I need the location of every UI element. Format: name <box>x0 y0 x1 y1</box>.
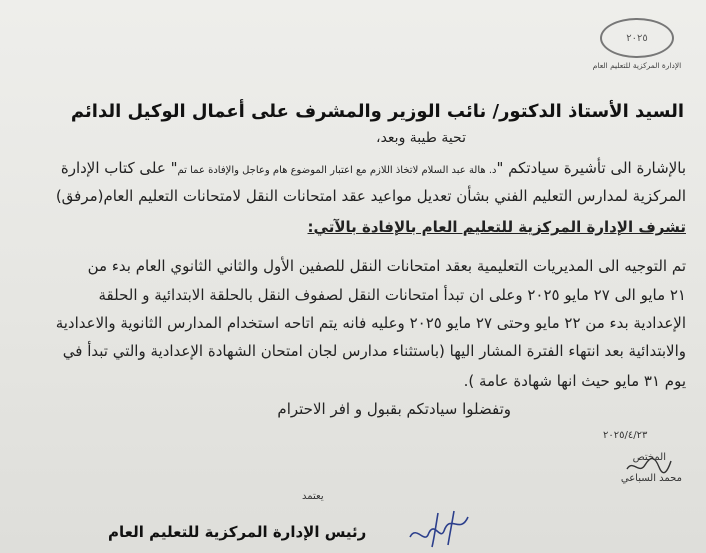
handwritten-note: د. هالة عبد السلام لاتخاذ اللازم مع اعتبار الموضوع هام وعاجل والإفادة عما تم <box>177 165 497 176</box>
reference-text-a: بالإشارة الى تأشيرة سيادتكم " <box>496 159 686 177</box>
letter-date: ٢٠٢٥/٤/٢٣ <box>603 430 648 441</box>
reference-text-b: " على كتاب الإدارة <box>60 159 178 177</box>
subheading: تشرف الإدارة المركزية للتعليم العام بالإفادة بالآتي: <box>307 218 686 236</box>
body-line-3: الإعدادية بدء من ٢٢ مايو وحتى ٢٧ مايو ٢٠٢٥ وعليه فانه يتم اتاحه استخدام المدارس الثانوية والاعدادية <box>55 314 686 332</box>
seal-icon <box>600 18 674 58</box>
closing: وتفضلوا سيادتكم بقبول و افر الاحترام <box>277 400 511 418</box>
body-line-2: ٢١ مايو الى ٢٧ مايو ٢٠٢٥ وعلى ان تبدأ امتحانات النقل لصفوف النقل بالحلقة الابتدائية و الحلقة <box>98 286 686 304</box>
specialist-name: محمد السباعي <box>620 473 682 484</box>
body-line-1: تم التوجيه الى المديريات التعليمية بعقد امتحانات النقل للصفين الأول والثاني الثانوي العام بدء من <box>87 257 686 275</box>
greeting: تحية طيبة وبعد، <box>376 130 466 146</box>
seal-text: ٢٠٢٥ <box>626 32 648 44</box>
reference-line-2: المركزية لمدارس التعليم الفني بشأن تعديل مواعيد عقد امتحانات النقل لامتحانات التعليم العام(مرفق) <box>55 187 686 205</box>
department-name: الإدارة المركزية للتعليم العام <box>592 61 682 70</box>
approval-label: يعتمد <box>302 491 324 502</box>
ministry-logo <box>592 18 682 70</box>
reference-line-1 <box>61 157 686 182</box>
body-line-5: يوم ٣١ مايو حيث انها شهادة عامة ). <box>463 372 686 390</box>
chief-title: رئيس الإدارة المركزية للتعليم العام <box>108 523 367 541</box>
chief-signature-icon <box>398 505 476 549</box>
specialist-label: المختص <box>632 452 666 463</box>
addressee: السيد الأستاذ الدكتور/ نائب الوزير والمشرف على أعمال الوكيل الدائم <box>70 101 684 122</box>
body-line-4: والابتدائية بعد انتهاء الفترة المشار اليها (باستثناء مدارس لجان امتحان الشهادة الإعدادية والتي تبدأ في <box>62 342 686 360</box>
